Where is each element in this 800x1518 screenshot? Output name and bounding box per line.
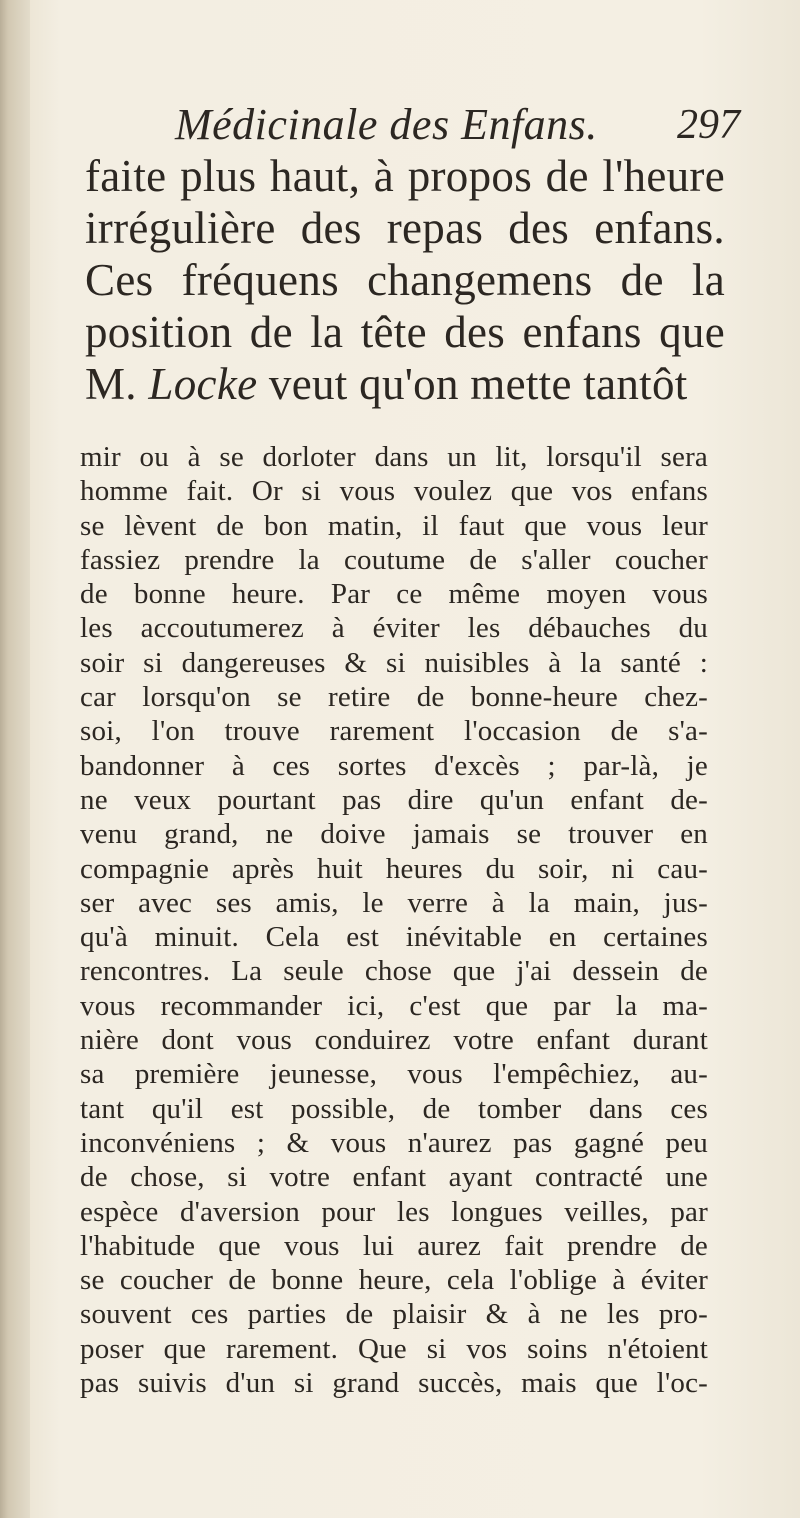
text-line: tant qu'il est possible, de tomber dans ces [80,1092,708,1125]
text-line: de chose, si votre enfant ayant contracté une [80,1161,708,1194]
text-line: se lèvent de bon matin, il faut que vous leur [80,509,708,542]
text-line: vous recommander ici, c'est que par la ma- [80,989,708,1022]
text-line: se coucher de bonne heure, cela l'oblige à éviter [80,1264,708,1297]
author-name: Locke [148,359,258,409]
text-line: qu'à minuit. Cela est inévitable en certaines [80,921,708,954]
text-line [85,358,725,410]
text-line: compagnie après huit heures du soir, ni cau- [80,852,708,885]
section-divider [80,420,730,421]
text-line: position de la tête des enfans que [85,307,725,357]
running-title: Médicinale des Enfans. [175,100,598,149]
text-line: nière dont vous conduirez votre enfant durant [80,1024,708,1057]
text-line: venu grand, ne doive jamais se trouver en [80,818,708,851]
text-line: car lorsqu'on se retire de bonne-heure chez- [80,681,708,714]
text-line: l'habitude que vous lui aurez fait prendre de [80,1229,708,1262]
text-line: souvent ces parties de plaisir & à ne les pro- [80,1298,708,1331]
page-gutter [0,0,30,1518]
text-line: homme fait. Or si vous voulez que vos enfans [80,475,708,508]
line-prefix: M. [85,359,149,409]
text-line: rencontres. La seule chose que j'ai dessein de [80,955,708,988]
text-line: mir ou à se dorloter dans un lit, lorsqu'il sera [80,441,708,473]
text-line: faite plus haut, à propos de l'heure [85,151,725,201]
text-line: soi, l'on trouve rarement l'occasion de s'a- [80,715,708,748]
line-suffix: veut qu'on mette tantôt [257,359,688,409]
text-line: espèce d'aversion pour les longues veilles, par [80,1195,708,1228]
text-line: fassiez prendre la coutume de s'aller coucher [80,543,708,576]
text-line: bandonner à ces sortes d'excès ; par-là, je [80,749,708,782]
text-line: Ces fréquens changemens de la [85,255,725,305]
text-line: soir si dangereuses & si nuisibles à la santé : [80,646,708,679]
text-line: sa première jeunesse, vous l'empêchiez, au- [80,1058,708,1091]
text-line: pas suivis d'un si grand succès, mais que l'oc- [80,1367,708,1400]
text-line: de bonne heure. Par ce même moyen vous [80,578,708,611]
page-header [80,95,740,155]
text-line: poser que rarement. Que si vos soins n'étoient [80,1332,708,1365]
text-line: inconvéniens ; & vous n'aurez pas gagné peu [80,1126,708,1159]
text-line: ne veux pourtant pas dire qu'un enfant de- [80,783,708,816]
lower-text-block [80,440,708,1400]
upper-text-block [85,150,725,410]
text-line: les accoutumerez à éviter les débauches du [80,612,708,645]
page-number: 297 [677,102,740,148]
text-line: irrégulière des repas des enfans. [85,203,725,253]
text-line: ser avec ses amis, le verre à la main, jus- [80,886,708,919]
